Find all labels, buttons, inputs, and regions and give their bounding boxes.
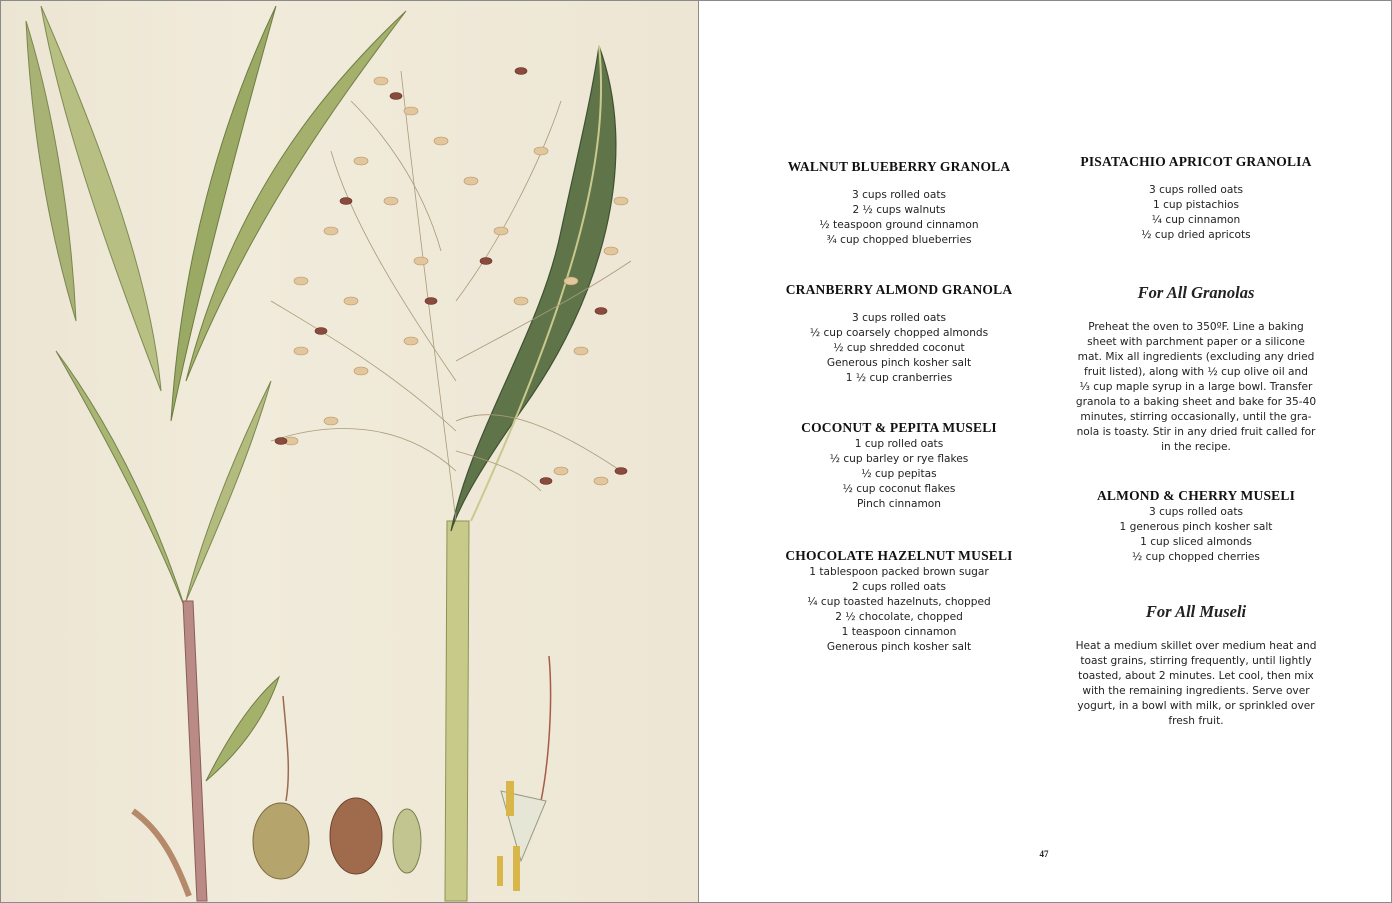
recipe-walnut-blueberry bbox=[779, 158, 1019, 248]
method-line: toast grains, stirring frequently, until lightly bbox=[1080, 655, 1312, 667]
recipe-coconut-pepita bbox=[779, 419, 1019, 512]
method-line: granola to a baking sheet and bake for 35-40 bbox=[1075, 396, 1317, 408]
method-line: with the remaining ingredients. Serve over bbox=[1082, 685, 1310, 697]
method-line: yogurt, in a bowl with milk, or sprinkled over bbox=[1077, 700, 1315, 712]
ingredient: 1 cup sliced almonds bbox=[1140, 536, 1252, 548]
ingredient: Generous pinch kosher salt bbox=[826, 357, 972, 369]
ingredient: 2 ½ cups walnuts bbox=[852, 204, 946, 216]
method-line: in the recipe. bbox=[1161, 441, 1231, 453]
ingredient-list bbox=[779, 437, 1019, 512]
ingredient: ½ cup pepitas bbox=[861, 468, 937, 480]
recipe-cranberry-almond bbox=[779, 281, 1019, 386]
ingredient: ¼ cup cinnamon bbox=[1151, 214, 1241, 226]
recipe-title: COCONUT & PEPITA MUSELI bbox=[801, 420, 997, 435]
ingredient-list bbox=[779, 311, 1019, 386]
ingredient-list bbox=[779, 565, 1019, 655]
ingredient: 1 tablespoon packed brown sugar bbox=[809, 566, 989, 578]
method-line: nola is toasty. Stir in any dried fruit called for bbox=[1076, 426, 1316, 438]
method-text bbox=[1061, 639, 1331, 729]
method-title: For All Museli bbox=[1145, 602, 1247, 621]
ingredient: 3 cups rolled oats bbox=[1148, 184, 1243, 196]
recipe-title: PISATACHIO APRICOT GRANOLIA bbox=[1080, 154, 1312, 169]
method-line: Preheat the oven to 350ºF. Line a baking bbox=[1088, 321, 1304, 333]
recipe-pistachio-apricot bbox=[1066, 153, 1326, 243]
ingredient: ½ cup chopped cherries bbox=[1132, 551, 1260, 563]
ingredient: ¾ cup chopped blueberries bbox=[826, 234, 972, 246]
ingredient: 3 cups rolled oats bbox=[1148, 506, 1243, 518]
recipe-chocolate-hazelnut bbox=[779, 547, 1019, 655]
ingredient: 1 generous pinch kosher salt bbox=[1119, 521, 1273, 533]
recipe-almond-cherry bbox=[1066, 487, 1326, 565]
ingredient: 1 cup rolled oats bbox=[854, 438, 944, 450]
ingredient: 1 ½ cup cranberries bbox=[845, 372, 953, 384]
ingredient-list bbox=[1066, 183, 1326, 243]
recipe-title: CHOCOLATE HAZELNUT MUSELI bbox=[785, 548, 1013, 563]
method-line: mat. Mix all ingredients (excluding any dried bbox=[1077, 351, 1315, 363]
ingredient: ½ cup shredded coconut bbox=[833, 342, 965, 354]
ingredient-list bbox=[779, 188, 1019, 248]
method-line: minutes, stirring occasionally, until the gra- bbox=[1080, 411, 1312, 423]
method-line: sheet with parchment paper or a silicone bbox=[1087, 336, 1305, 348]
method-line: fruit listed), along with ½ cup olive oil and bbox=[1084, 366, 1308, 378]
grass-plant-drawing bbox=[1, 1, 698, 902]
ingredient: 2 ½ chocolate, chopped bbox=[835, 611, 963, 623]
ingredient: 3 cups rolled oats bbox=[851, 189, 946, 201]
botanical-illustration bbox=[1, 1, 699, 902]
ingredient: ½ cup coarsely chopped almonds bbox=[809, 327, 989, 339]
method-line: fresh fruit. bbox=[1168, 715, 1224, 727]
recipe-title: CRANBERRY ALMOND GRANOLA bbox=[785, 282, 1013, 297]
ingredient: 2 cups rolled oats bbox=[851, 581, 946, 593]
ingredient: ½ cup coconut flakes bbox=[842, 483, 956, 495]
seed-details bbox=[253, 656, 551, 891]
method-granolas bbox=[1061, 282, 1331, 455]
ingredient-list bbox=[1066, 505, 1326, 565]
method-line: toasted, about 2 minutes. Let cool, then mix bbox=[1078, 670, 1314, 682]
method-line: ⅓ cup maple syrup in a large bowl. Transfer bbox=[1079, 381, 1313, 393]
recipe-title: ALMOND & CHERRY MUSELI bbox=[1096, 488, 1296, 503]
method-title: For All Granolas bbox=[1137, 283, 1255, 302]
method-line: Heat a medium skillet over medium heat and bbox=[1075, 640, 1317, 652]
ingredient: Pinch cinnamon bbox=[857, 498, 941, 510]
method-museli bbox=[1061, 601, 1331, 729]
ingredient: 3 cups rolled oats bbox=[851, 312, 946, 324]
ingredient: ½ cup barley or rye flakes bbox=[829, 453, 969, 465]
ingredient: ½ cup dried apricots bbox=[1141, 229, 1251, 241]
ingredient: Generous pinch kosher salt bbox=[826, 641, 972, 653]
recipe-page bbox=[699, 1, 1391, 902]
page-number: 47 bbox=[1039, 849, 1049, 859]
ingredient: 1 cup pistachios bbox=[1152, 199, 1240, 211]
recipe-title: WALNUT BLUEBERRY GRANOLA bbox=[787, 159, 1011, 174]
ingredient: ¼ cup toasted hazelnuts, chopped bbox=[807, 596, 991, 608]
ingredient: 1 teaspoon cinnamon bbox=[841, 626, 957, 638]
ingredient: ½ teaspoon ground cinnamon bbox=[819, 219, 979, 231]
method-text bbox=[1061, 320, 1331, 455]
